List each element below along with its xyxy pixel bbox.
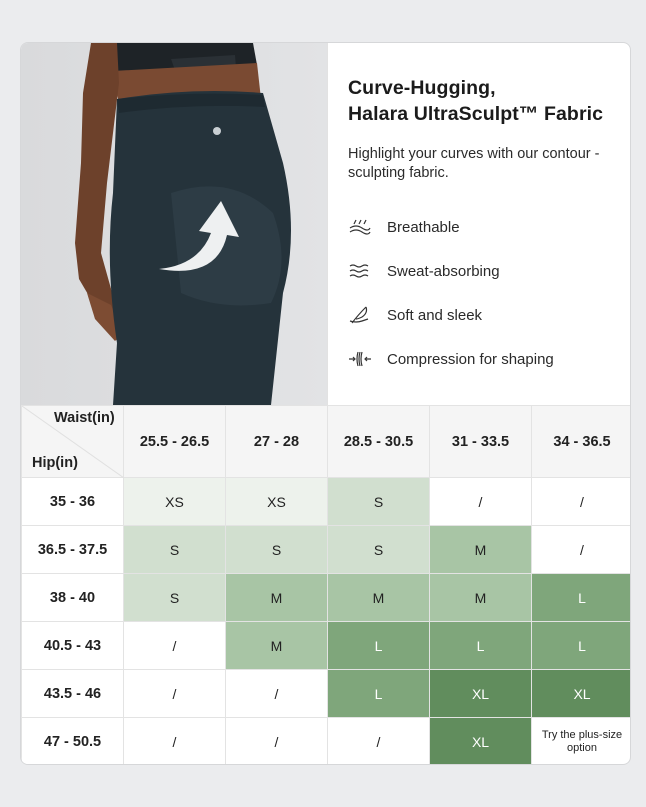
waist-range-header: 31 - 33.5 — [430, 406, 532, 478]
size-cell: / — [532, 526, 632, 574]
hip-range-label: 35 - 36 — [22, 478, 124, 526]
product-title — [348, 75, 631, 127]
size-cell: M — [430, 574, 532, 622]
size-cell: S — [328, 526, 430, 574]
size-cell: / — [226, 670, 328, 718]
feather-hand-icon — [348, 305, 372, 325]
size-cell: / — [124, 622, 226, 670]
waist-range-header: 25.5 - 26.5 — [124, 406, 226, 478]
feature-list — [348, 205, 631, 381]
waist-range-header: 27 - 28 — [226, 406, 328, 478]
wind-fabric-icon — [348, 217, 372, 237]
size-chart-row — [22, 670, 632, 718]
size-chart-row — [22, 526, 632, 574]
feature-label: Sweat-absorbing — [387, 262, 500, 280]
hip-range-label: 47 - 50.5 — [22, 718, 124, 766]
size-cell: L — [532, 574, 632, 622]
size-cell: / — [124, 718, 226, 766]
product-subtitle: Highlight your curves with our contour - sculpting fabric. — [348, 146, 600, 181]
size-cell: L — [532, 622, 632, 670]
feature-item — [348, 249, 631, 293]
product-info-panel — [327, 43, 631, 405]
size-cell: M — [328, 574, 430, 622]
feature-item — [348, 205, 631, 249]
size-cell: / — [430, 478, 532, 526]
size-cell: S — [226, 526, 328, 574]
compression-arrows-icon — [348, 349, 372, 369]
hip-axis-label: Hip(in) — [32, 455, 78, 471]
title-line-1: Curve-Hugging, — [348, 77, 496, 99]
feature-label: Breathable — [387, 218, 460, 236]
size-cell: XL — [430, 718, 532, 766]
size-cell: XL — [532, 670, 632, 718]
size-cell: M — [226, 622, 328, 670]
size-chart-row — [22, 574, 632, 622]
waist-axis-label: Waist(in) — [54, 410, 115, 426]
size-chart-row — [22, 718, 632, 766]
feature-label: Soft and sleek — [387, 306, 483, 324]
size-cell: L — [328, 670, 430, 718]
size-cell: S — [124, 574, 226, 622]
product-photo — [21, 43, 327, 405]
title-line-2: Halara UltraSculpt™ Fabric — [348, 103, 604, 125]
product-hero — [21, 43, 631, 405]
size-cell: L — [430, 622, 532, 670]
size-cell: M — [226, 574, 328, 622]
hip-range-label: 36.5 - 37.5 — [22, 526, 124, 574]
feature-item — [348, 337, 631, 381]
size-chart-row — [22, 622, 632, 670]
size-chart-row — [22, 478, 632, 526]
hip-range-label: 38 - 40 — [22, 574, 124, 622]
size-cell: / — [532, 478, 632, 526]
model-leggings-illustration — [21, 43, 327, 405]
product-size-card — [20, 42, 631, 765]
size-cell: XL — [430, 670, 532, 718]
size-chart-header-row — [22, 406, 632, 478]
size-cell: XS — [226, 478, 328, 526]
size-cell: / — [328, 718, 430, 766]
size-cell: XS — [124, 478, 226, 526]
size-cell: L — [328, 622, 430, 670]
waist-range-header: 28.5 - 30.5 — [328, 406, 430, 478]
size-cell: S — [328, 478, 430, 526]
waist-range-header: 34 - 36.5 — [532, 406, 632, 478]
feature-item — [348, 293, 631, 337]
size-cell: / — [124, 670, 226, 718]
plus-size-note: Try the plus-size option — [532, 718, 632, 766]
feature-label: Compression for shaping — [387, 350, 554, 368]
hip-range-label: 40.5 - 43 — [22, 622, 124, 670]
size-cell: / — [226, 718, 328, 766]
size-chart-corner — [22, 406, 124, 478]
size-chart-table — [21, 405, 631, 765]
size-cell: M — [430, 526, 532, 574]
hip-range-label: 43.5 - 46 — [22, 670, 124, 718]
size-cell: S — [124, 526, 226, 574]
wave-lines-icon — [348, 261, 372, 281]
